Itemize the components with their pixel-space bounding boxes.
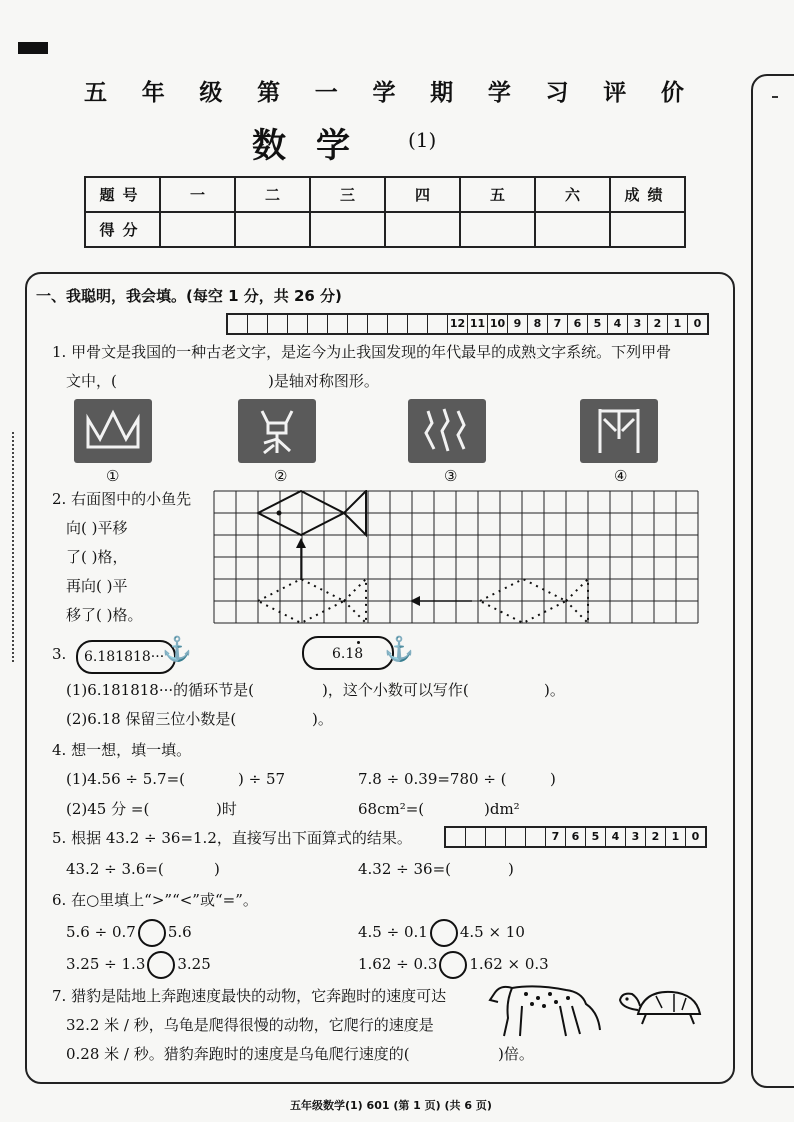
- score-row-label: 得分: [85, 212, 160, 247]
- strip-cell: [308, 315, 328, 333]
- oracle-glyph-gate-image: [580, 399, 658, 463]
- q3-2b: )。: [312, 710, 333, 728]
- section-heading: 一、我聪明，我会填。(每空 1 分，共 26 分): [36, 287, 342, 305]
- q4-b2: ): [550, 770, 556, 788]
- q7-line3a: 0.28 米 / 秒。猎豹奔跑时的速度是乌龟爬行速度的(: [66, 1045, 410, 1063]
- q2-line2: 向( )平移: [66, 519, 128, 537]
- q4-a: (1)4.56 ÷ 5.7=(: [66, 770, 186, 788]
- title-char: 一: [314, 80, 338, 106]
- score-column-header: 六: [535, 177, 610, 212]
- q2-line5: 移了( )格。: [66, 606, 143, 624]
- score-cell[interactable]: [460, 212, 535, 247]
- cheetah-illustration: [486, 976, 604, 1040]
- fish-translation-grid: [210, 490, 702, 628]
- strip-cell: 8: [528, 315, 548, 333]
- bubble2-text: 6.18: [332, 646, 364, 662]
- title-char: 习: [545, 80, 569, 106]
- q4-d2: )dm²: [484, 800, 520, 818]
- compare-circle[interactable]: [439, 951, 467, 979]
- score-cell[interactable]: [610, 212, 685, 247]
- subject-number: (1): [408, 128, 437, 152]
- strip-cell: 5: [588, 315, 608, 333]
- side-margin-box: [751, 74, 794, 1088]
- strip-cell: 11: [468, 315, 488, 333]
- strip-cell: [268, 315, 288, 333]
- answer-count-strip-2: [444, 826, 707, 848]
- margin-tick: [772, 96, 778, 98]
- strip-cell: 2: [648, 315, 668, 333]
- strip-cell: 12: [448, 315, 468, 333]
- title-char: 学: [372, 80, 396, 106]
- oracle-glyph-water-image: [408, 399, 486, 463]
- subject-title: 数学: [252, 126, 380, 166]
- strip-cell: [506, 828, 526, 846]
- strip-cell: 7: [548, 315, 568, 333]
- q7-line3b: )倍。: [498, 1045, 534, 1063]
- oracle-glyph-person-image: [238, 399, 316, 463]
- q4-c2: )时: [216, 800, 237, 818]
- score-header-label: 题号: [85, 177, 160, 212]
- q6-item-4: 1.62 ÷ 0.3 1.62 × 0.3: [358, 950, 549, 979]
- score-table: [84, 176, 686, 248]
- score-column-header: 四: [385, 177, 460, 212]
- strip-cell: 4: [606, 828, 626, 846]
- strip-cell: [328, 315, 348, 333]
- page-title: [84, 74, 684, 107]
- strip-cell: 1: [666, 828, 686, 846]
- page-footer: 五年级数学(1) 601 (第 1 页) (共 6 页): [290, 1099, 492, 1112]
- strip-cell: [288, 315, 308, 333]
- strip-cell: 0: [691, 830, 700, 843]
- title-char: 评: [603, 80, 627, 106]
- score-column-header: 五: [460, 177, 535, 212]
- corner-mark: [18, 42, 48, 54]
- anchor-icon: ⚓: [384, 635, 414, 663]
- q4-c: (2)45 分 =(: [66, 800, 150, 818]
- q7-line1: 7. 猎豹是陆地上奔跑速度最快的动物，它奔跑时的速度可达: [52, 987, 447, 1005]
- strip-cell: 9: [508, 315, 528, 333]
- q4-d: 68cm²=(: [358, 800, 425, 818]
- q2-line4: 再向( )平: [66, 577, 128, 595]
- strip-cell: 0: [693, 317, 702, 330]
- score-cell[interactable]: [535, 212, 610, 247]
- answer-count-strip: [226, 313, 709, 335]
- oracle-glyph-crown-image: [74, 399, 152, 463]
- title-char: 第: [257, 80, 281, 106]
- anchor-icon: ⚓: [162, 635, 192, 663]
- q3-2a: (2)6.18 保留三位小数是(: [66, 710, 237, 728]
- strip-cell: [408, 315, 428, 333]
- title-char: 五: [84, 80, 107, 106]
- q4-a2: ) ÷ 57: [238, 770, 286, 788]
- strip-cell: [248, 315, 268, 333]
- strip-cell: 4: [608, 315, 628, 333]
- q3-1c: )。: [544, 681, 565, 699]
- compare-circle[interactable]: [430, 919, 458, 947]
- title-char: 期: [430, 80, 454, 106]
- score-cell[interactable]: [310, 212, 385, 247]
- score-cell[interactable]: [235, 212, 310, 247]
- strip-cell: [388, 315, 408, 333]
- q5-b: 4.32 ÷ 36=(: [358, 860, 452, 878]
- strip-cell: 6: [568, 315, 588, 333]
- q5-title: 5. 根据 43.2 ÷ 36=1.2，直接写出下面算式的结果。: [52, 829, 412, 847]
- q6-item-3: 3.25 ÷ 1.3 3.25: [66, 950, 211, 979]
- q6-item-2: 4.5 ÷ 0.1 4.5 × 10: [358, 918, 525, 947]
- strip-cell: 6: [566, 828, 586, 846]
- strip-cell: [368, 315, 388, 333]
- title-char: 级: [199, 80, 223, 106]
- glyph-label-4: ④: [614, 467, 628, 485]
- repeating-dot: [357, 641, 360, 644]
- strip-cell: [348, 315, 368, 333]
- score-column-header: 一: [160, 177, 235, 212]
- q3-1b: )，这个小数可以写作(: [322, 681, 469, 699]
- strip-cell: [486, 828, 506, 846]
- compare-circle[interactable]: [138, 919, 166, 947]
- score-column-header: 三: [310, 177, 385, 212]
- q2-line3: 了( )格，: [66, 548, 128, 566]
- strip-cell: [526, 828, 546, 846]
- glyph-label-3: ③: [444, 467, 458, 485]
- strip-cell: [446, 828, 466, 846]
- q5-a2: ): [214, 860, 220, 878]
- score-column-header: 成绩: [610, 177, 685, 212]
- q6-item-1: 5.6 ÷ 0.7 5.6: [66, 918, 192, 947]
- bubble1-text: 6.181818···: [84, 649, 165, 665]
- glyph-label-2: ②: [274, 467, 288, 485]
- q1-text-line2b: )是轴对称图形。: [268, 372, 379, 390]
- title-char: 年: [141, 80, 165, 106]
- q3-number: 3.: [52, 645, 67, 663]
- strip-cell: 10: [488, 315, 508, 333]
- score-column-header: 二: [235, 177, 310, 212]
- q4-title: 4. 想一想，填一填。: [52, 741, 192, 759]
- score-cell[interactable]: [160, 212, 235, 247]
- q1-text-line1: 1. 甲骨文是我国的一种古老文字，是迄今为止我国发现的年代最早的成熟文字系统。下列甲骨: [52, 343, 672, 361]
- q4-b: 7.8 ÷ 0.39=780 ÷ (: [358, 770, 507, 788]
- q6-title: 6. 在○里填上“>”“<”或“=”。: [52, 891, 258, 909]
- q1-text-line2a: 文中，(: [66, 372, 117, 390]
- title-char: 价: [660, 80, 684, 106]
- q3-1a: (1)6.181818···的循环节是(: [66, 681, 254, 699]
- turtle-illustration: [616, 986, 706, 1028]
- compare-circle[interactable]: [147, 951, 175, 979]
- q5-b2: ): [508, 860, 514, 878]
- cut-line: [12, 432, 14, 662]
- strip-cell: [428, 315, 448, 333]
- score-cell[interactable]: [385, 212, 460, 247]
- strip-cell: 2: [646, 828, 666, 846]
- strip-cell: 3: [628, 315, 648, 333]
- strip-cell: [466, 828, 486, 846]
- strip-cell: 3: [626, 828, 646, 846]
- glyph-label-1: ①: [106, 467, 120, 485]
- strip-cell: 5: [586, 828, 606, 846]
- strip-cell: 7: [546, 828, 566, 846]
- title-char: 学: [487, 80, 511, 106]
- q7-line2: 32.2 米 / 秒，乌龟是爬得很慢的动物，它爬行的速度是: [66, 1016, 434, 1034]
- strip-cell: [228, 315, 248, 333]
- q5-a: 43.2 ÷ 3.6=(: [66, 860, 164, 878]
- strip-cell: 1: [668, 315, 688, 333]
- q2-line1: 2. 右面图中的小鱼先: [52, 490, 192, 508]
